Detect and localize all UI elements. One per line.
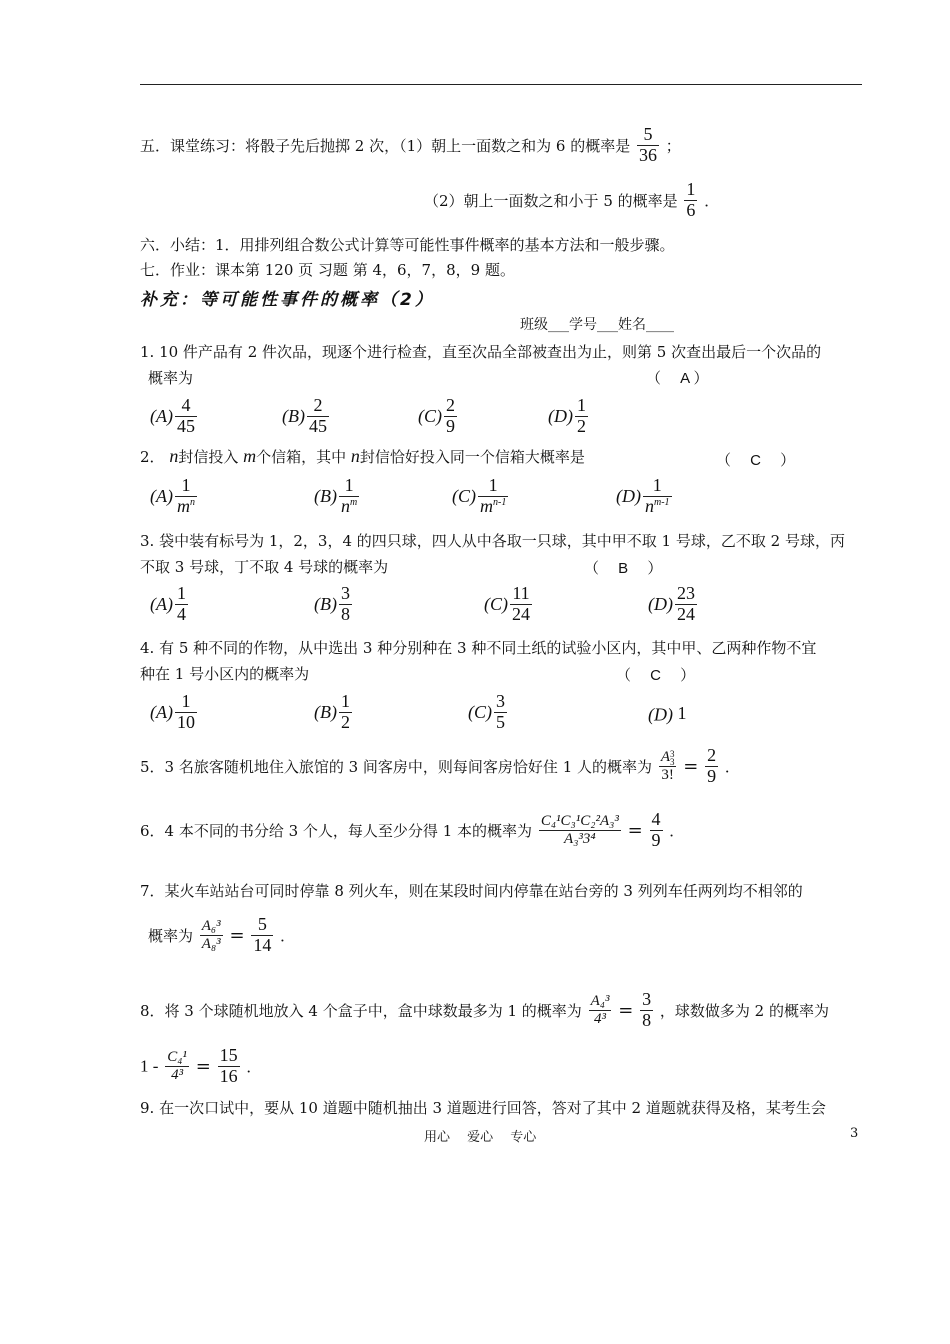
q1-option-b: (B) $\frac{2}{45}$ — [282, 395, 327, 436]
q2-option-b: (B) $\frac{1}{n^m}$ — [314, 475, 358, 516]
q2-option-c: (C) $\frac{1}{m^{n-1}}$ — [452, 475, 507, 516]
q7-text-a: 7．某火车站站台可同时停靠 8 列火车，则在某段时间内停靠在站台旁的 3 列列车任两列均不相邻的 — [140, 882, 803, 900]
q3-option-b: (B) $\frac{3}{8}$ — [314, 583, 350, 624]
page-number: 3 — [850, 1126, 859, 1141]
q7-fraction: $\frac{\text{A₆³}}{\text{A₈³}}$ — [201, 918, 221, 952]
section5-line1: 五．课堂练习：将骰子先后抛掷 2 次，（1）朝上一面数之和为 6 的概率是 $\frac{5}{36}$ ； — [140, 124, 681, 165]
q4-text-b: 种在 1 号小区内的概率为 — [140, 665, 310, 683]
supplement-title: 补充：等可能性事件的概率（2） — [140, 290, 435, 310]
q3-option-c: (C) $\frac{11}{24}$ — [484, 583, 530, 624]
q9-text: 9. 在一次口试中，要从 10 道题中随机抽出 3 道题进行回答，答对了其中 2 道题就获得及格，某考生会 — [140, 1099, 826, 1117]
q4-text-a: 4. 有 5 种不同的作物，从中选出 3 种分别种在 3 种不同土纸的试验小区内，其中甲、乙两种作物不宜 — [140, 639, 817, 657]
section7-homework: 七．作业：课本第 120 页 习题 第 4，6，7，8，9 题。 — [140, 261, 515, 279]
q3-answer: （ B ） — [584, 560, 663, 577]
header-rule — [140, 84, 862, 85]
q2-answer: （ C ） — [716, 452, 796, 469]
q8-result: $\frac{3}{8}$ — [642, 989, 652, 1030]
q3-text-a: 3. 袋中装有标号为 1，2，3，4 的四只球，四人从中各取一只球，其中甲不取 1 号球，乙不取 2 号球，丙 — [140, 532, 845, 550]
q3-text-b: 不取 3 号球，丁不取 4 号球的概率为 — [140, 558, 389, 576]
section6-summary: 六．小结：1．用排列组合数公式计算等可能性事件概率的基本方法和一般步骤。 — [140, 236, 675, 254]
section5-prefix: 五．课堂练习：将骰子先后抛掷 2 次，（1）朝上一面数之和为 6 的概率是 — [140, 136, 631, 155]
q1-option-d: (D) $\frac{1}{2}$ — [548, 395, 586, 436]
q2-option-d: (D) $\frac{1}{n^{m-1}}$ — [616, 475, 670, 516]
q6-fraction: $\frac{\text{C₄¹C₃¹C₂²A₃³}}{\text{A₃³3⁴}}$ — [540, 813, 619, 847]
q4-option-d: (D) 1 — [648, 703, 687, 725]
q8-result-2: $\frac{15}{16}$ — [219, 1045, 238, 1086]
q1-option-c: (C) $\frac{2}{9}$ — [418, 395, 455, 436]
q5-fraction: A3 3 3! — [660, 748, 675, 783]
q4-option-c: (C) $\frac{3}{5}$ — [468, 691, 505, 732]
q8-fraction: $\frac{\text{A₄³}}{\text{4³}}$ — [590, 993, 610, 1027]
q5-result: $\frac{2}{9}$ — [707, 745, 717, 786]
section5-answer1: $\frac{5}{36}$ — [639, 124, 657, 165]
q7-result: $\frac{5}{14}$ — [253, 914, 272, 955]
q8-line-a: 8．将 3 个球随机地放入 4 个盒子中，盒中球数最多为 1 的概率为 $\frac{\text{A₄³}}{\text{4³}}$ = $\frac{3}{8}$ ，球数做多为 2 的概率为 — [140, 989, 829, 1030]
section5-answer2: $\frac{1}{6}$ — [686, 179, 696, 220]
section5-line2: （2）朝上一面数之和小于 5 的概率是 $\frac{1}{6}$ ． — [424, 179, 720, 220]
q6-line: 6．4 本不同的书分给 3 个人，每人至少分得 1 本的概率为 $\frac{\text{C₄¹C₃¹C₂²A₃³}}{\text{A₃³3⁴}}$ = $\frac{4}{9}$ ． — [140, 809, 685, 850]
footer-motto: 用心 爱心 专心 — [424, 1130, 537, 1145]
q3-option-a: (A) $\frac{1}{4}$ — [150, 583, 186, 624]
q1-text-b: 概率为 — [148, 369, 194, 387]
q5-line: 5．3 名旅客随机地住入旅馆的 3 间客房中，则每间客房恰好住 1 人的概率为 A3 3 3! = $\frac{2}{9}$ ． — [140, 745, 740, 786]
q8-line-b: 1 - $\frac{\text{C₄¹}}{\text{4³}}$ = $\frac{15}{16}$ ． — [140, 1045, 262, 1086]
q7-line-b: 概率为 $\frac{\text{A₆³}}{\text{A₈³}}$ = $\frac{5}{14}$ ． — [148, 914, 296, 955]
q8-fraction-2: $\frac{\text{C₄¹}}{\text{4³}}$ — [167, 1049, 187, 1083]
q1-text-a: 1. 10 件产品有 2 件次品，现逐个进行检查，直至次品全部被查出为止，则第 5 次查出最后一个次品的 — [140, 343, 822, 361]
q1-option-a: (A) $\frac{4}{45}$ — [150, 395, 195, 436]
q2-option-a: (A) $\frac{1}{m^n}$ — [150, 475, 195, 516]
q4-option-b: (B) $\frac{1}{2}$ — [314, 691, 350, 732]
q4-option-a: (A) $\frac{1}{10}$ — [150, 691, 195, 732]
q2-text: 2． n封信投入 m个信箱，其中 n封信恰好投入同一个信箱大概率是 — [140, 446, 585, 466]
q4-answer: （ C ） — [616, 667, 696, 684]
class-line: 班级___学号___姓名____ — [520, 317, 674, 333]
q6-result: $\frac{4}{9}$ — [651, 809, 661, 850]
q1-answer: （ A ） — [646, 370, 709, 387]
q3-option-d: (D) $\frac{23}{24}$ — [648, 583, 695, 624]
